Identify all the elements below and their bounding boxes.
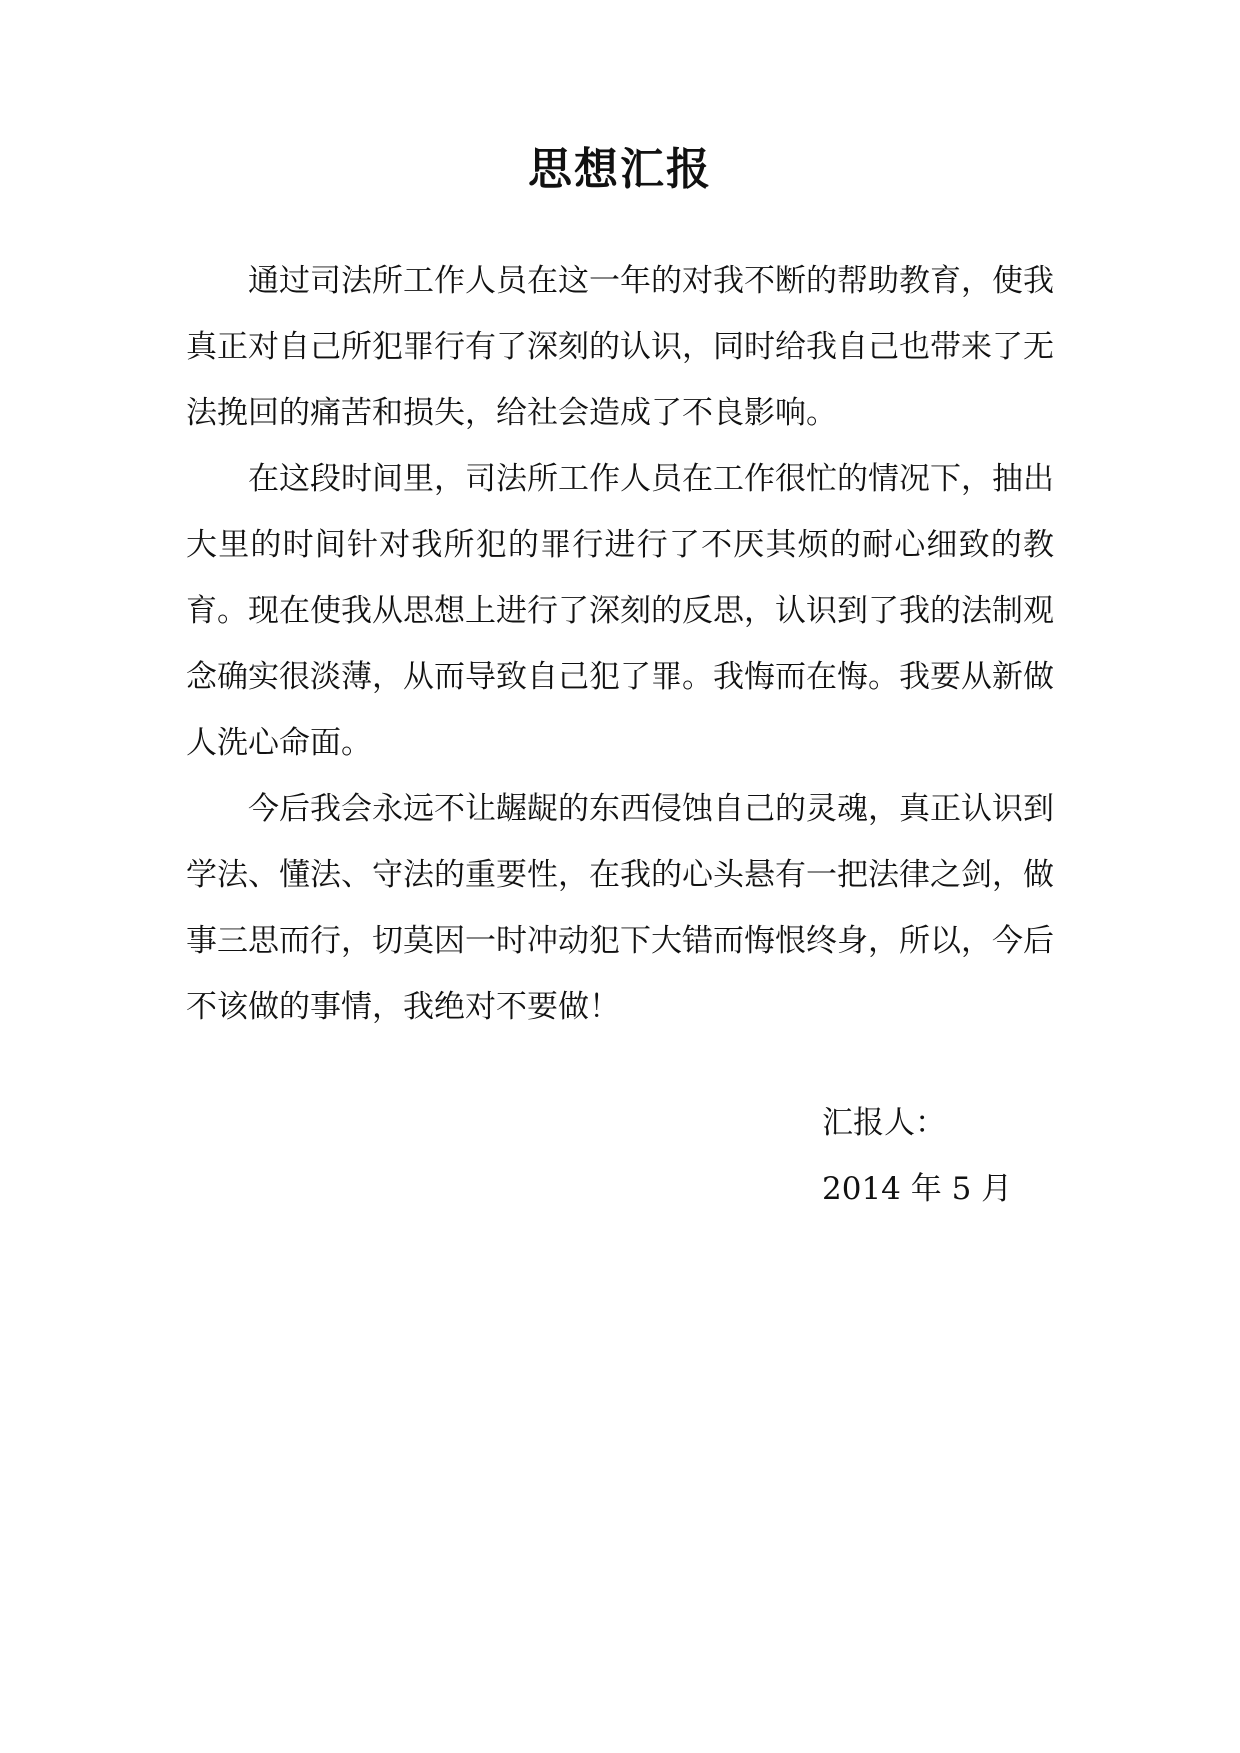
reporter-label: 汇报人： bbox=[822, 1105, 946, 1141]
document-body bbox=[186, 248, 1054, 1040]
paragraph-3: 今后我会永远不让龌龊的东西侵蚀自己的灵魂，真正认识到学法、懂法、守法的重要性，在我的心头悬有一把法律之剑，做事三思而行，切莫因一时冲动犯下大错而悔恨终身，所以，今后不该做的事情，我绝对不要做！ bbox=[186, 791, 1054, 1025]
paragraph-2: 在这段时间里，司法所工作人员在工作很忙的情况下，抽出大里的时间针对我所犯的罪行进行了不厌其烦的耐心细致的教育。现在使我从思想上进行了深刻的反思，认识到了我的法制观念确实很淡薄，从而导致自己犯了罪。我悔而在悔。我要从新做人洗心命面。 bbox=[186, 461, 1054, 761]
paragraph-1: 通过司法所工作人员在这一年的对我不断的帮助教育，使我真正对自己所犯罪行有了深刻的认识，同时给我自己也带来了无法挽回的痛苦和损失，给社会造成了不良影响。 bbox=[186, 263, 1054, 431]
report-date: 2014 年 5 月 bbox=[822, 1171, 1013, 1207]
document-title: 思想汇报 bbox=[528, 144, 712, 195]
signature-block bbox=[822, 1090, 1122, 1222]
